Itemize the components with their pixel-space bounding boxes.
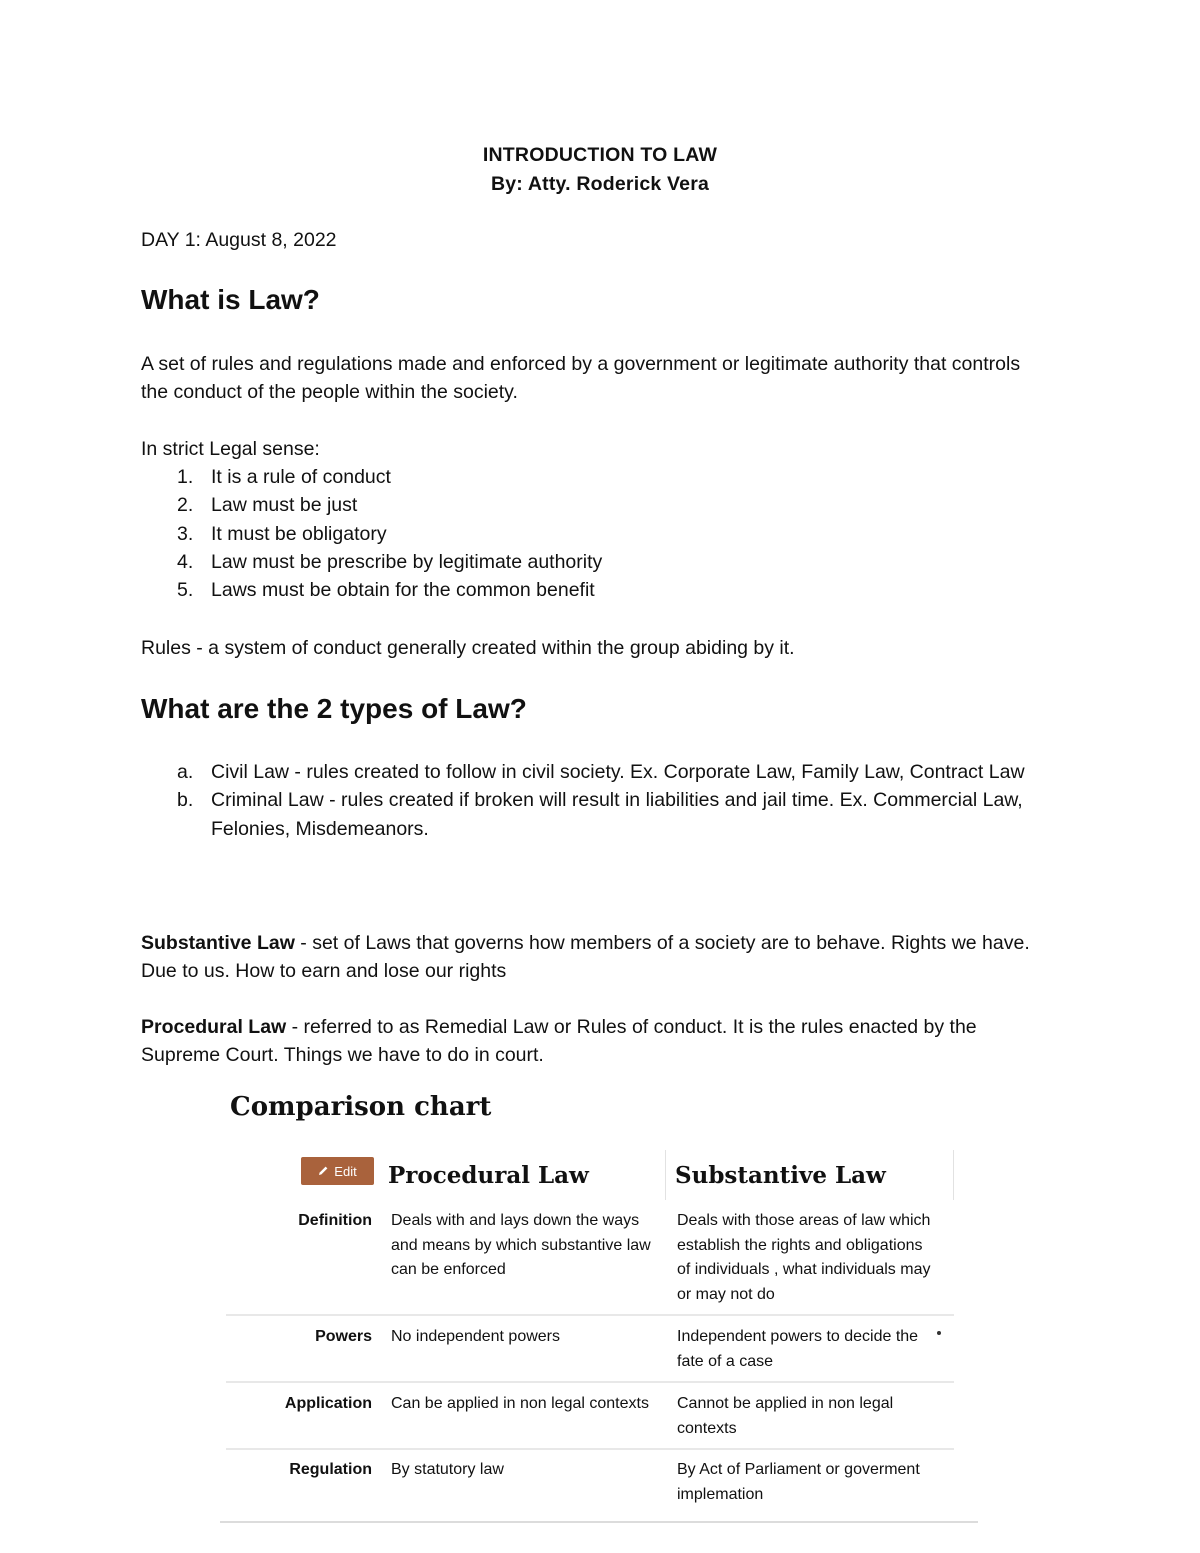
substantive-cell: By Act of Parliament or goverment implemation: [677, 1461, 920, 1503]
table-row: [226, 1325, 954, 1380]
row-label: Powers: [315, 1328, 372, 1345]
heading-types-of-law: What are the 2 types of Law?: [141, 693, 527, 724]
rules-definition: Rules - a system of conduct generally created within the group abiding by it.: [141, 637, 795, 659]
edit-label: Edit: [334, 1163, 357, 1179]
procedural-law-paragraph: [141, 1013, 1051, 1070]
strict-sense-intro: In strict Legal sense:: [141, 438, 320, 460]
comparison-chart-title: Comparison chart: [230, 1092, 492, 1122]
column-header-procedural: Procedural Law: [388, 1162, 589, 1189]
day-label: DAY 1: August 8, 2022: [141, 229, 337, 251]
row-divider: [226, 1314, 954, 1316]
strict-sense-list: [141, 463, 1051, 604]
row-label: Regulation: [289, 1461, 372, 1478]
list-item: 4. Law must be prescribe by legitimate authority: [177, 550, 603, 573]
row-divider: [226, 1381, 954, 1383]
substantive-law-paragraph: [141, 929, 1051, 986]
procedural-law-definition: - referred to as Remedial Law or Rules of conduct. It is the rules enacted by the Supreme Court. Things we have to do in court.: [141, 1016, 977, 1067]
list-item: 5. Laws must be obtain for the common benefit: [177, 579, 595, 602]
column-header-substantive: Substantive Law: [675, 1162, 886, 1189]
list-item: 3. It must be obligatory: [177, 522, 387, 545]
bullet-mark: [937, 1331, 941, 1335]
substantive-cell: Independent powers to decide the fate of a case: [677, 1328, 919, 1370]
table-row: [226, 1458, 954, 1513]
law-definition: A set of rules and regulations made and enforced by a government or legitimate authority that controls the conduct of the people within the society.: [141, 353, 1021, 404]
table-row: [226, 1209, 954, 1309]
procedural-cell: By statutory law: [391, 1461, 504, 1478]
substantive-law-definition: - set of Laws that governs how members of a society are to behave. Rights we have. Due to us. How to earn and lose our rights: [141, 932, 1030, 983]
row-label: Definition: [298, 1212, 372, 1229]
column-divider: [665, 1150, 666, 1200]
table-bottom-border: [220, 1521, 978, 1523]
document-title: INTRODUCTION TO LAW: [482, 144, 718, 166]
list-item: 2. Law must be just: [177, 494, 358, 517]
title-block: [0, 141, 1200, 199]
procedural-cell: No independent powers: [391, 1328, 561, 1345]
substantive-cell: Cannot be applied in non legal contexts: [677, 1395, 894, 1437]
law-types-list: [141, 758, 1051, 843]
substantive-law-term: Substantive Law: [141, 932, 295, 954]
procedural-law-term: Procedural Law: [141, 1016, 287, 1038]
document-author: By: Atty. Roderick Vera: [490, 173, 710, 195]
heading-what-is-law: What is Law?: [141, 284, 320, 315]
procedural-cell: Deals with and lays down the ways and means by which substantive law can be enforced: [391, 1212, 651, 1278]
list-item: 1. It is a rule of conduct: [177, 466, 391, 488]
substantive-cell: Deals with those areas of law which establish the rights and obligations of individuals , what individuals may or may not do: [677, 1212, 931, 1303]
table-row: [226, 1392, 954, 1447]
list-item: a. Civil Law - rules created to follow in civil society. Ex. Corporate Law, Family Law, Contract Law: [177, 761, 1025, 783]
row-label: Application: [284, 1395, 372, 1412]
pencil-icon: [318, 1164, 329, 1179]
procedural-cell: Can be applied in non legal contexts: [391, 1395, 649, 1412]
row-divider: [226, 1448, 954, 1450]
edit-button[interactable]: [301, 1157, 374, 1185]
list-item: b. Criminal Law - rules created if broken will result in liabilities and jail time. Ex. Commercial Law, Felonies, Misdemeanors.: [177, 789, 1023, 840]
column-divider: [953, 1150, 954, 1200]
